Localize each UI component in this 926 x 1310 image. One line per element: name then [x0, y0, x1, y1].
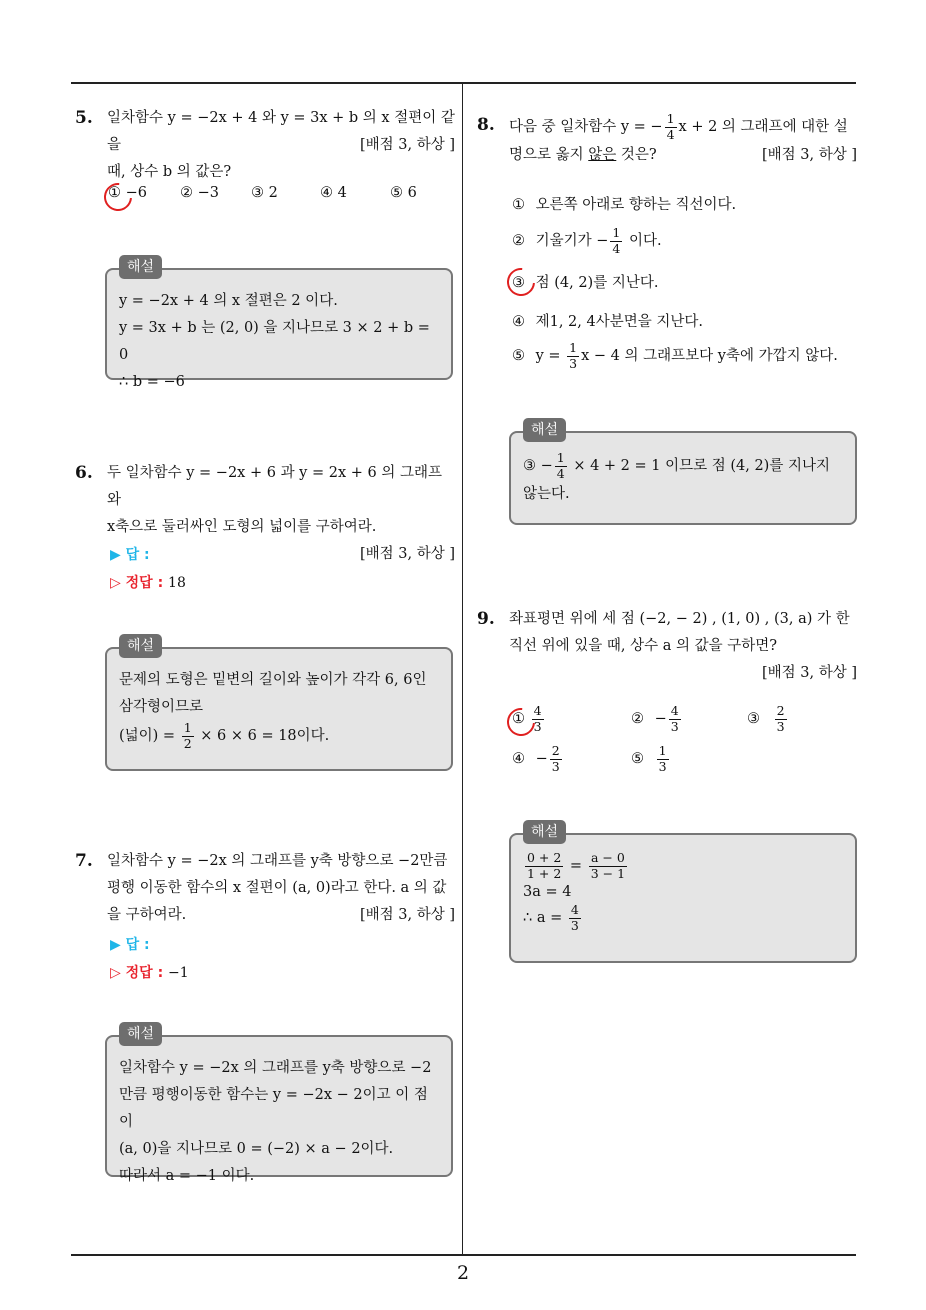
choice-3[interactable]	[251, 185, 278, 201]
choice-mark: ④	[512, 751, 525, 767]
problem-number: 6.	[75, 463, 93, 483]
fraction: $\frac{1}{3}$	[658, 743, 667, 774]
choice-4[interactable]: ④ − $\frac{2}{3}$	[512, 743, 560, 774]
explanation-line: y = 3x + b 는 (2, 0) 을 지나므로 3 × 2 + b = 0	[119, 320, 430, 363]
question-line: 좌표평면 위에 세 점 (−2, − 2) , (1, 0) , (3, a) 가 한	[509, 611, 850, 627]
fraction: $\frac{1}{4}$	[556, 450, 565, 481]
points-label: [배점 3, 하상 ]	[761, 147, 857, 163]
explanation-box	[105, 638, 453, 771]
problem-number: 9.	[477, 609, 495, 629]
fraction: $\frac{1}{3}$	[569, 340, 578, 371]
explanation-line: (넓이) = $\frac{1}{2}$ × 6 × 6 = 18이다.	[119, 720, 330, 751]
choice-5[interactable]: ⑤ y = $\frac{1}{3}$ x − 4 의 그래프보다 y축에 가깝지 않다.	[512, 340, 838, 371]
question-line: x축으로 둘러싸인 도형의 넓이를 구하여라.	[107, 519, 377, 535]
problem-number: 7.	[75, 851, 93, 871]
explanation-line: ③ − $\frac{1}{4}$ × 4 + 2 = 1 이므로 점 (4, 2)를 지나지	[523, 450, 830, 481]
explanation-line: 삼각형이므로	[119, 699, 204, 715]
choice-mark: ②	[631, 711, 644, 727]
explanation-tag: 해설	[119, 634, 162, 658]
choice-text: 점 (4, 2)를 지난다.	[535, 275, 659, 291]
choice-1[interactable]	[512, 193, 736, 214]
explanation-box	[105, 259, 453, 390]
explanation-line: ∴ b = −6	[119, 374, 185, 390]
problem-7	[75, 848, 455, 929]
page-number: 2	[456, 1262, 470, 1284]
points-label: [배점 3, 하상 ]	[359, 137, 455, 153]
problem-8	[477, 112, 857, 169]
answer-circle-mark	[501, 262, 540, 301]
choice-mark: ⑤	[631, 751, 644, 767]
fraction: $\frac{1}{2}$	[183, 720, 192, 751]
choice-mark: ①	[512, 711, 525, 727]
fraction: $\frac{4}{3}$	[570, 902, 579, 933]
choice-mark: ③	[512, 275, 525, 291]
points-label: [배점 3, 하상 ]	[359, 907, 455, 923]
choice-5[interactable]	[390, 185, 417, 201]
choice-text: −3	[197, 185, 219, 201]
choice-text: 4	[337, 185, 347, 201]
fraction: $\frac{0 + 2}{1 + 2}$	[527, 850, 562, 881]
underlined-word: 않은	[588, 147, 617, 163]
choice-mark: ①	[512, 197, 525, 213]
explanation-tag: 해설	[119, 255, 162, 279]
choice-mark: ⑤	[512, 348, 525, 364]
choice-2[interactable]: ② − $\frac{4}{3}$	[631, 703, 679, 734]
fraction: $\frac{2}{3}$	[551, 743, 560, 774]
question-line: 일차함수 y = −2x + 4 와 y = 3x + b 의 x 절편이 같을	[107, 110, 455, 153]
correct-value: −1	[168, 965, 189, 981]
correct-label: ▷ 정답 :	[110, 965, 164, 981]
question-line: 직선 위에 있을 때, 상수 a 의 값을 구하면?	[509, 638, 778, 654]
explanation-line: 않는다.	[523, 486, 570, 502]
choice-mark: ③	[251, 185, 264, 201]
choice-mark: ②	[180, 185, 193, 201]
fraction: $\frac{2}{3}$	[776, 703, 785, 734]
problem-number: 5.	[75, 108, 93, 128]
explanation-line: (a, 0)을 지나므로 0 = (−2) × a − 2이다.	[119, 1141, 394, 1157]
choice-text: 6	[407, 185, 417, 201]
fraction: $\frac{4}{3}$	[670, 703, 679, 734]
choice-text: y =	[535, 348, 566, 364]
choice-text: 기울기가 −	[535, 233, 609, 249]
explanation-tag: 해설	[119, 1022, 162, 1046]
choice-text: 2	[268, 185, 278, 201]
choice-5[interactable]	[631, 744, 671, 774]
choice-mark: ②	[512, 233, 525, 249]
question-line: 을 구하여라.	[107, 907, 187, 923]
choice-mark: ①	[108, 185, 121, 201]
choice-3[interactable]	[747, 704, 789, 734]
points-label: [배점 3, 하상 ]	[761, 665, 857, 681]
question-line: 명으로 옳지 않은 것은?	[509, 147, 657, 163]
explanation-line: 일차함수 y = −2x 의 그래프를 y축 방향으로 −2	[119, 1060, 432, 1076]
top-rule	[71, 82, 856, 84]
explanation-box	[509, 422, 857, 525]
column-divider	[462, 84, 463, 1256]
explanation-tag: 해설	[523, 820, 566, 844]
question-line: 평행 이동한 함수의 x 절편이 (a, 0)라고 한다. a 의 값	[107, 880, 447, 896]
choice-2[interactable]: ② 기울기가 − $\frac{1}{4}$ 이다.	[512, 225, 662, 256]
choice-text: 오른쪽 아래로 향하는 직선이다.	[535, 197, 737, 213]
fraction: $\frac{1}{4}$	[666, 111, 675, 142]
explanation-line: ∴ a = $\frac{4}{3}$	[523, 902, 579, 933]
question-line: 때, 상수 b 의 값은?	[107, 164, 232, 180]
choice-mark: ⑤	[390, 185, 403, 201]
choice-4[interactable]	[512, 310, 703, 331]
choice-mark: ③	[747, 711, 760, 727]
problem-number: 8.	[477, 115, 495, 135]
explanation-tag: 해설	[523, 418, 566, 442]
fraction: $\frac{1}{4}$	[612, 225, 621, 256]
explanation-line: 따라서 a = −1 이다.	[119, 1168, 255, 1184]
correct-label: ▷ 정답 :	[110, 575, 164, 591]
explanation-line: y = −2x + 4 의 x 절편은 2 이다.	[119, 293, 338, 309]
explanation-line: 만큼 평행이동한 함수는 y = −2x − 2이고 이 점이	[119, 1087, 428, 1130]
explanation-box	[105, 1026, 453, 1184]
problem-9	[477, 606, 857, 687]
choice-text: 제1, 2, 4사분면을 지난다.	[535, 314, 703, 330]
answer-blank[interactable]: ▶ 답 :	[110, 937, 150, 953]
correct-answer	[110, 962, 189, 982]
fraction: $\frac{4}{3}$	[533, 703, 542, 734]
choice-4[interactable]	[320, 185, 347, 201]
question-line: 일차함수 y = −2x 의 그래프를 y축 방향으로 −2만큼	[107, 853, 448, 869]
choice-mark: ④	[320, 185, 333, 201]
bottom-rule	[71, 1254, 856, 1256]
points-label: [배점 3, 하상 ]	[359, 546, 455, 562]
choice-2[interactable]	[180, 185, 219, 201]
question-line: 두 일차함수 y = −2x + 6 과 y = 2x + 6 의 그래프와	[107, 465, 442, 508]
question-line: 다음 중 일차함수 y = − $\frac{1}{4}$ x + 2 의 그래프에 대한 설	[509, 111, 848, 142]
fraction: $\frac{a - 0}{3 - 1}$	[590, 850, 626, 881]
explanation-line: 문제의 도형은 밑변의 길이와 높이가 각각 6, 6인	[119, 672, 427, 688]
choice-text: −6	[125, 185, 147, 201]
answer-blank[interactable]: ▶ 답 :	[110, 547, 150, 563]
correct-value: 18	[168, 575, 186, 591]
explanation-box	[509, 824, 857, 963]
explanation-line: 3a = 4	[523, 884, 572, 900]
choice-mark: ④	[512, 314, 525, 330]
problem-5	[75, 105, 455, 186]
explanation-line: $\frac{0 + 2}{1 + 2}$ = $\frac{a - 0}{3 - 1}$	[527, 850, 626, 881]
correct-answer	[110, 572, 186, 592]
